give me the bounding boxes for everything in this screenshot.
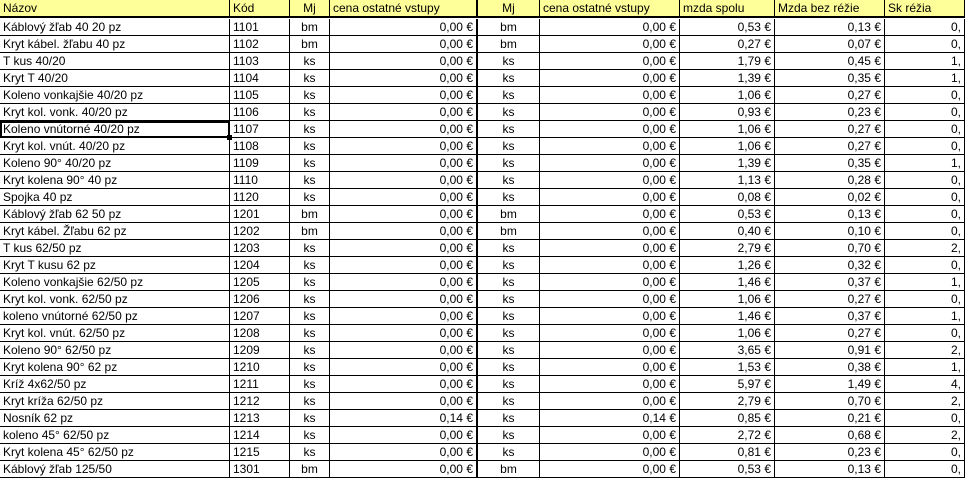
- cell-nazov[interactable]: Spojka 40 pz: [0, 189, 230, 206]
- cell-sk-rezia[interactable]: 0,: [885, 257, 965, 274]
- header-mj[interactable]: Mj: [290, 0, 330, 18]
- cell-sk-rezia[interactable]: 1,: [885, 155, 965, 172]
- table-row: [0, 87, 961, 104]
- table-row: [0, 274, 961, 291]
- cell-kod[interactable]: 1213: [230, 410, 290, 427]
- cell-sk-rezia[interactable]: 2,: [885, 342, 965, 359]
- cell-cena-ostatne-vstupy[interactable]: 0,00 €: [330, 138, 478, 155]
- cell-sk-rezia[interactable]: 0,: [885, 461, 965, 478]
- cell-sk-rezia[interactable]: 0,: [885, 444, 965, 461]
- cell-cena-ostatne-vstupy-2[interactable]: 0,00 €: [540, 240, 680, 257]
- cell-cena-ostatne-vstupy[interactable]: 0,14 €: [330, 410, 478, 427]
- table-row: [0, 121, 961, 138]
- header-cena-ostatne-vstupy[interactable]: cena ostatné vstupy: [330, 0, 478, 18]
- cell-mzda-bez-rezie[interactable]: 0,21 €: [775, 410, 885, 427]
- header-mzda-spolu[interactable]: mzda spolu: [680, 0, 775, 18]
- header-mzda-bez-rezie[interactable]: Mzda bez réžie: [775, 0, 885, 18]
- fill-handle[interactable]: [227, 135, 232, 140]
- cell-kod[interactable]: 1110: [230, 172, 290, 189]
- cell-mzda-bez-rezie[interactable]: 0,07 €: [775, 36, 885, 53]
- cell-cena-ostatne-vstupy[interactable]: 0,00 €: [330, 427, 478, 444]
- cell-mj-2[interactable]: ks: [478, 104, 540, 121]
- cell-kod[interactable]: 1105: [230, 87, 290, 104]
- cell-sk-rezia[interactable]: 0,: [885, 138, 965, 155]
- cell-mj-2[interactable]: ks: [478, 189, 540, 206]
- table-row: [0, 189, 961, 206]
- cell-mj-2[interactable]: ks: [478, 274, 540, 291]
- cell-mzda-bez-rezie[interactable]: 0,37 €: [775, 308, 885, 325]
- cell-cena-ostatne-vstupy-2[interactable]: 0,00 €: [540, 19, 680, 36]
- cell-kod[interactable]: 1109: [230, 155, 290, 172]
- cell-cena-ostatne-vstupy[interactable]: 0,00 €: [330, 359, 478, 376]
- cell-sk-rezia[interactable]: 2,: [885, 240, 965, 257]
- cell-nazov[interactable]: Koleno vnútorné 40/20 pz: [0, 121, 230, 138]
- table-row: [0, 461, 961, 478]
- cell-kod[interactable]: 1202: [230, 223, 290, 240]
- cell-nazov[interactable]: Koleno 90° 62/50 pz: [0, 342, 230, 359]
- cell-mj[interactable]: ks: [290, 274, 330, 291]
- cell-mzda-bez-rezie[interactable]: 0,02 €: [775, 189, 885, 206]
- cell-sk-rezia[interactable]: 0,: [885, 87, 965, 104]
- cell-mzda-spolu[interactable]: 1,06 €: [680, 121, 775, 138]
- cell-mj[interactable]: bm: [290, 19, 330, 36]
- table-row: [0, 104, 961, 121]
- cell-mj[interactable]: ks: [290, 87, 330, 104]
- cell-cena-ostatne-vstupy[interactable]: 0,00 €: [330, 325, 478, 342]
- cell-cena-ostatne-vstupy[interactable]: 0,00 €: [330, 257, 478, 274]
- cell-mj-2[interactable]: ks: [478, 172, 540, 189]
- cell-sk-rezia[interactable]: 1,: [885, 359, 965, 376]
- cell-mj-2[interactable]: ks: [478, 121, 540, 138]
- cell-cena-ostatne-vstupy-2[interactable]: 0,00 €: [540, 70, 680, 87]
- cell-mzda-spolu[interactable]: 1,26 €: [680, 257, 775, 274]
- cell-mj-2[interactable]: ks: [478, 240, 540, 257]
- cell-mzda-bez-rezie[interactable]: 0,27 €: [775, 291, 885, 308]
- cell-kod[interactable]: 1208: [230, 325, 290, 342]
- cell-mzda-spolu[interactable]: 2,79 €: [680, 240, 775, 257]
- cell-mzda-spolu[interactable]: 1,06 €: [680, 291, 775, 308]
- cell-mj-2[interactable]: bm: [478, 206, 540, 223]
- cell-nazov[interactable]: koleno 45° 62/50 pz: [0, 427, 230, 444]
- cell-nazov[interactable]: Koleno vonkajšie 62/50 pz: [0, 274, 230, 291]
- cell-nazov[interactable]: Kryt T 40/20: [0, 70, 230, 87]
- cell-kod[interactable]: 1211: [230, 376, 290, 393]
- cell-cena-ostatne-vstupy-2[interactable]: 0,00 €: [540, 376, 680, 393]
- cell-kod[interactable]: 1204: [230, 257, 290, 274]
- cell-mzda-spolu[interactable]: 1,46 €: [680, 274, 775, 291]
- cell-mj[interactable]: ks: [290, 291, 330, 308]
- cell-nazov[interactable]: Kryt kolena 90° 40 pz: [0, 172, 230, 189]
- cell-mzda-spolu[interactable]: 1,06 €: [680, 138, 775, 155]
- cell-mzda-bez-rezie[interactable]: 0,27 €: [775, 138, 885, 155]
- cell-mj[interactable]: bm: [290, 461, 330, 478]
- cell-sk-rezia[interactable]: 4,: [885, 376, 965, 393]
- cell-mzda-spolu[interactable]: 1,53 €: [680, 359, 775, 376]
- cell-mzda-bez-rezie[interactable]: 0,27 €: [775, 325, 885, 342]
- cell-mzda-spolu[interactable]: 0,08 €: [680, 189, 775, 206]
- cell-nazov[interactable]: Kryt kol. vonk. 40/20 pz: [0, 104, 230, 121]
- cell-kod[interactable]: 1203: [230, 240, 290, 257]
- cell-mzda-bez-rezie[interactable]: 0,27 €: [775, 87, 885, 104]
- cell-mj-2[interactable]: ks: [478, 427, 540, 444]
- cell-mzda-bez-rezie[interactable]: 0,38 €: [775, 359, 885, 376]
- cell-sk-rezia[interactable]: 0,: [885, 223, 965, 240]
- table-row: [0, 206, 961, 223]
- cell-nazov[interactable]: Káblový žľab 40 20 pz: [0, 19, 230, 36]
- cell-mzda-spolu[interactable]: 1,13 €: [680, 172, 775, 189]
- cell-mzda-bez-rezie[interactable]: 0,68 €: [775, 427, 885, 444]
- header-row: [0, 0, 955, 17]
- cell-mj[interactable]: ks: [290, 359, 330, 376]
- cell-cena-ostatne-vstupy[interactable]: 0,00 €: [330, 206, 478, 223]
- cell-mj-2[interactable]: ks: [478, 138, 540, 155]
- table-row: [0, 393, 961, 410]
- cell-mzda-bez-rezie[interactable]: 0,23 €: [775, 444, 885, 461]
- table-row: [0, 172, 961, 189]
- cell-sk-rezia[interactable]: 1,: [885, 274, 965, 291]
- cell-cena-ostatne-vstupy[interactable]: 0,00 €: [330, 342, 478, 359]
- cell-mzda-spolu[interactable]: 1,46 €: [680, 308, 775, 325]
- cell-cena-ostatne-vstupy[interactable]: 0,00 €: [330, 308, 478, 325]
- table-row: [0, 325, 961, 342]
- cell-cena-ostatne-vstupy[interactable]: 0,00 €: [330, 155, 478, 172]
- header-sk-rezia[interactable]: Sk réžia: [885, 0, 965, 18]
- cell-mzda-bez-rezie[interactable]: 0,27 €: [775, 121, 885, 138]
- table-row: [0, 53, 961, 70]
- cell-mj-2[interactable]: ks: [478, 444, 540, 461]
- cell-mj[interactable]: ks: [290, 240, 330, 257]
- cell-cena-ostatne-vstupy-2[interactable]: 0,00 €: [540, 104, 680, 121]
- cell-mzda-spolu[interactable]: 0,93 €: [680, 104, 775, 121]
- cell-mj-2[interactable]: ks: [478, 308, 540, 325]
- cell-mzda-bez-rezie[interactable]: 0,13 €: [775, 206, 885, 223]
- cell-mzda-bez-rezie[interactable]: 1,49 €: [775, 376, 885, 393]
- cell-mj-2[interactable]: bm: [478, 19, 540, 36]
- cell-mj-2[interactable]: ks: [478, 155, 540, 172]
- cell-mzda-spolu[interactable]: 0,81 €: [680, 444, 775, 461]
- table-row: [0, 155, 961, 172]
- cell-nazov[interactable]: Kryt kábel. žľabu 40 pz: [0, 36, 230, 53]
- table-row: [0, 308, 961, 325]
- table-row: [0, 257, 961, 274]
- table-row: [0, 240, 961, 257]
- cell-mj-2[interactable]: ks: [478, 342, 540, 359]
- cell-mj[interactable]: ks: [290, 172, 330, 189]
- cell-sk-rezia[interactable]: 0,: [885, 325, 965, 342]
- cell-sk-rezia[interactable]: 0,: [885, 36, 965, 53]
- cell-mzda-spolu[interactable]: 1,06 €: [680, 87, 775, 104]
- cell-sk-rezia[interactable]: 1,: [885, 308, 965, 325]
- cell-cena-ostatne-vstupy-2[interactable]: 0,00 €: [540, 427, 680, 444]
- cell-cena-ostatne-vstupy-2[interactable]: 0,00 €: [540, 155, 680, 172]
- cell-mj[interactable]: ks: [290, 410, 330, 427]
- cell-mj[interactable]: ks: [290, 393, 330, 410]
- cell-cena-ostatne-vstupy-2[interactable]: 0,00 €: [540, 121, 680, 138]
- cell-nazov[interactable]: Kryt kol. vnút. 40/20 pz: [0, 138, 230, 155]
- cell-mzda-spolu[interactable]: 1,06 €: [680, 325, 775, 342]
- cell-cena-ostatne-vstupy[interactable]: 0,00 €: [330, 36, 478, 53]
- table-row: [0, 223, 961, 240]
- cell-cena-ostatne-vstupy[interactable]: 0,00 €: [330, 87, 478, 104]
- cell-mj[interactable]: ks: [290, 70, 330, 87]
- cell-mj[interactable]: ks: [290, 155, 330, 172]
- cell-mj[interactable]: ks: [290, 104, 330, 121]
- cell-kod[interactable]: 1212: [230, 393, 290, 410]
- cell-nazov[interactable]: Kryt kábel. Žľabu 62 pz: [0, 223, 230, 240]
- cell-nazov[interactable]: T kus 40/20: [0, 53, 230, 70]
- cell-mj-2[interactable]: ks: [478, 376, 540, 393]
- cell-cena-ostatne-vstupy-2[interactable]: 0,00 €: [540, 53, 680, 70]
- cell-sk-rezia[interactable]: 1,: [885, 70, 965, 87]
- cell-mj-2[interactable]: bm: [478, 36, 540, 53]
- cell-cena-ostatne-vstupy-2[interactable]: 0,00 €: [540, 223, 680, 240]
- cell-mj[interactable]: bm: [290, 223, 330, 240]
- cell-mzda-spolu[interactable]: 1,39 €: [680, 70, 775, 87]
- cell-mj[interactable]: ks: [290, 257, 330, 274]
- cell-mzda-spolu[interactable]: 3,65 €: [680, 342, 775, 359]
- cell-mj-2[interactable]: ks: [478, 359, 540, 376]
- cell-mzda-bez-rezie[interactable]: 0,35 €: [775, 70, 885, 87]
- table-row: [0, 19, 961, 36]
- cell-cena-ostatne-vstupy[interactable]: 0,00 €: [330, 393, 478, 410]
- cell-mj[interactable]: bm: [290, 36, 330, 53]
- cell-kod[interactable]: 1206: [230, 291, 290, 308]
- cell-kod[interactable]: 1209: [230, 342, 290, 359]
- cell-nazov[interactable]: Kryt kol. vnút. 62/50 pz: [0, 325, 230, 342]
- cell-mj[interactable]: ks: [290, 308, 330, 325]
- cell-mj[interactable]: ks: [290, 189, 330, 206]
- cell-mzda-spolu[interactable]: 0,85 €: [680, 410, 775, 427]
- cell-nazov[interactable]: Kryt kolena 45° 62/50 pz: [0, 444, 230, 461]
- cell-mzda-bez-rezie[interactable]: 0,13 €: [775, 19, 885, 36]
- cell-sk-rezia[interactable]: 2,: [885, 427, 965, 444]
- cell-cena-ostatne-vstupy[interactable]: 0,00 €: [330, 19, 478, 36]
- cell-mj[interactable]: ks: [290, 325, 330, 342]
- cell-mzda-spolu[interactable]: 0,40 €: [680, 223, 775, 240]
- cell-sk-rezia[interactable]: 0,: [885, 189, 965, 206]
- cell-cena-ostatne-vstupy[interactable]: 0,00 €: [330, 53, 478, 70]
- cell-mzda-bez-rezie[interactable]: 0,10 €: [775, 223, 885, 240]
- cell-mzda-bez-rezie[interactable]: 0,32 €: [775, 257, 885, 274]
- cell-nazov[interactable]: koleno vnútorné 62/50 pz: [0, 308, 230, 325]
- table-row: [0, 138, 961, 155]
- cell-cena-ostatne-vstupy-2[interactable]: 0,00 €: [540, 36, 680, 53]
- table-row: [0, 444, 961, 461]
- table-row: [0, 376, 961, 393]
- cell-kod[interactable]: 1205: [230, 274, 290, 291]
- cell-nazov[interactable]: Kríž 4x62/50 pz: [0, 376, 230, 393]
- cell-mj-2[interactable]: ks: [478, 291, 540, 308]
- cell-mzda-spolu[interactable]: 0,53 €: [680, 206, 775, 223]
- cell-mj[interactable]: bm: [290, 206, 330, 223]
- cell-nazov[interactable]: Káblový žľab 62 50 pz: [0, 206, 230, 223]
- cell-sk-rezia[interactable]: 2,: [885, 393, 965, 410]
- cell-mzda-spolu[interactable]: 0,53 €: [680, 19, 775, 36]
- cell-mj-2[interactable]: bm: [478, 223, 540, 240]
- cell-kod[interactable]: 1215: [230, 444, 290, 461]
- cell-sk-rezia[interactable]: 0,: [885, 410, 965, 427]
- cell-cena-ostatne-vstupy-2[interactable]: 0,00 €: [540, 308, 680, 325]
- cell-cena-ostatne-vstupy[interactable]: 0,00 €: [330, 274, 478, 291]
- cell-cena-ostatne-vstupy[interactable]: 0,00 €: [330, 461, 478, 478]
- cell-sk-rezia[interactable]: 0,: [885, 19, 965, 36]
- cell-mzda-spolu[interactable]: 0,53 €: [680, 461, 775, 478]
- header-nazov[interactable]: Názov: [0, 0, 230, 18]
- table-row: [0, 342, 961, 359]
- cell-mzda-bez-rezie[interactable]: 0,45 €: [775, 53, 885, 70]
- cell-cena-ostatne-vstupy-2[interactable]: 0,00 €: [540, 444, 680, 461]
- table-row: [0, 36, 961, 53]
- cell-nazov[interactable]: Kryt kolena 90° 62 pz: [0, 359, 230, 376]
- cell-kod[interactable]: 1207: [230, 308, 290, 325]
- cell-cena-ostatne-vstupy-2[interactable]: 0,00 €: [540, 461, 680, 478]
- cell-nazov[interactable]: Kryt kol. vonk. 62/50 pz: [0, 291, 230, 308]
- cell-sk-rezia[interactable]: 0,: [885, 291, 965, 308]
- cell-sk-rezia[interactable]: 0,: [885, 206, 965, 223]
- cell-mzda-spolu[interactable]: 2,79 €: [680, 393, 775, 410]
- cell-cena-ostatne-vstupy[interactable]: 0,00 €: [330, 444, 478, 461]
- cell-kod[interactable]: 1301: [230, 461, 290, 478]
- cell-mj-2[interactable]: ks: [478, 70, 540, 87]
- cell-nazov[interactable]: Káblový žľab 125/50: [0, 461, 230, 478]
- cell-nazov[interactable]: Koleno 90° 40/20 pz: [0, 155, 230, 172]
- cell-mj-2[interactable]: ks: [478, 410, 540, 427]
- cell-cena-ostatne-vstupy-2[interactable]: 0,00 €: [540, 87, 680, 104]
- cell-nazov[interactable]: Nosník 62 pz: [0, 410, 230, 427]
- table-row: [0, 427, 961, 444]
- cell-mzda-spolu[interactable]: 0,27 €: [680, 36, 775, 53]
- cell-kod[interactable]: 1210: [230, 359, 290, 376]
- cell-mj[interactable]: ks: [290, 444, 330, 461]
- cell-mzda-bez-rezie[interactable]: 0,70 €: [775, 393, 885, 410]
- cell-cena-ostatne-vstupy[interactable]: 0,00 €: [330, 223, 478, 240]
- cell-cena-ostatne-vstupy-2[interactable]: 0,00 €: [540, 359, 680, 376]
- cell-mzda-bez-rezie[interactable]: 0,37 €: [775, 274, 885, 291]
- cell-cena-ostatne-vstupy[interactable]: 0,00 €: [330, 376, 478, 393]
- cell-mzda-bez-rezie[interactable]: 0,91 €: [775, 342, 885, 359]
- cell-mzda-spolu[interactable]: 5,97 €: [680, 376, 775, 393]
- cell-kod[interactable]: 1106: [230, 104, 290, 121]
- cell-cena-ostatne-vstupy-2[interactable]: 0,00 €: [540, 393, 680, 410]
- cell-cena-ostatne-vstupy-2[interactable]: 0,00 €: [540, 342, 680, 359]
- cell-mzda-bez-rezie[interactable]: 0,28 €: [775, 172, 885, 189]
- cell-cena-ostatne-vstupy[interactable]: 0,00 €: [330, 104, 478, 121]
- cell-mj[interactable]: ks: [290, 376, 330, 393]
- cell-sk-rezia[interactable]: 0,: [885, 172, 965, 189]
- cell-kod[interactable]: 1120: [230, 189, 290, 206]
- cell-mj[interactable]: ks: [290, 138, 330, 155]
- cell-kod[interactable]: 1103: [230, 53, 290, 70]
- cell-kod[interactable]: 1214: [230, 427, 290, 444]
- cell-mzda-bez-rezie[interactable]: 0,35 €: [775, 155, 885, 172]
- cell-kod[interactable]: 1108: [230, 138, 290, 155]
- cell-kod[interactable]: 1107: [230, 121, 290, 138]
- table-row: [0, 359, 961, 376]
- cell-cena-ostatne-vstupy[interactable]: 0,00 €: [330, 189, 478, 206]
- table-row: [0, 291, 961, 308]
- cell-mzda-spolu[interactable]: 1,79 €: [680, 53, 775, 70]
- cell-cena-ostatne-vstupy[interactable]: 0,00 €: [330, 70, 478, 87]
- table-row: [0, 410, 961, 427]
- cell-mzda-bez-rezie[interactable]: 0,70 €: [775, 240, 885, 257]
- cell-kod[interactable]: 1102: [230, 36, 290, 53]
- cell-cena-ostatne-vstupy-2[interactable]: 0,00 €: [540, 325, 680, 342]
- cell-cena-ostatne-vstupy-2[interactable]: 0,00 €: [540, 189, 680, 206]
- header-kod[interactable]: Kód: [230, 0, 290, 18]
- cell-nazov[interactable]: Kryt T kusu 62 pz: [0, 257, 230, 274]
- cell-mj-2[interactable]: bm: [478, 461, 540, 478]
- cell-cena-ostatne-vstupy[interactable]: 0,00 €: [330, 121, 478, 138]
- header-mj-2[interactable]: Mj: [478, 0, 540, 18]
- cell-sk-rezia[interactable]: 0,: [885, 104, 965, 121]
- table-row: [0, 70, 961, 87]
- cell-mzda-bez-rezie[interactable]: 0,13 €: [775, 461, 885, 478]
- cell-nazov[interactable]: Koleno vonkajšie 40/20 pz: [0, 87, 230, 104]
- cell-cena-ostatne-vstupy[interactable]: 0,00 €: [330, 291, 478, 308]
- cell-cena-ostatne-vstupy-2[interactable]: 0,00 €: [540, 291, 680, 308]
- cell-sk-rezia[interactable]: 0,: [885, 121, 965, 138]
- cell-mj[interactable]: ks: [290, 427, 330, 444]
- cell-mj-2[interactable]: ks: [478, 53, 540, 70]
- cell-mj[interactable]: ks: [290, 53, 330, 70]
- cell-cena-ostatne-vstupy[interactable]: 0,00 €: [330, 172, 478, 189]
- cell-kod[interactable]: 1201: [230, 206, 290, 223]
- cell-cena-ostatne-vstupy-2[interactable]: 0,00 €: [540, 138, 680, 155]
- cell-mzda-spolu[interactable]: 1,39 €: [680, 155, 775, 172]
- cell-kod[interactable]: 1104: [230, 70, 290, 87]
- cell-cena-ostatne-vstupy-2[interactable]: 0,00 €: [540, 274, 680, 291]
- cell-sk-rezia[interactable]: 1,: [885, 53, 965, 70]
- cell-cena-ostatne-vstupy-2[interactable]: 0,00 €: [540, 206, 680, 223]
- cell-nazov[interactable]: T kus 62/50 pz: [0, 240, 230, 257]
- cell-mj[interactable]: ks: [290, 121, 330, 138]
- cell-cena-ostatne-vstupy-2[interactable]: 0,14 €: [540, 410, 680, 427]
- cell-cena-ostatne-vstupy-2[interactable]: 0,00 €: [540, 172, 680, 189]
- cell-mj-2[interactable]: ks: [478, 325, 540, 342]
- cell-mzda-spolu[interactable]: 2,72 €: [680, 427, 775, 444]
- cell-cena-ostatne-vstupy[interactable]: 0,00 €: [330, 240, 478, 257]
- cell-nazov[interactable]: Kryt kríža 62/50 pz: [0, 393, 230, 410]
- header-cena-ostatne-vstupy-2[interactable]: cena ostatné vstupy: [540, 0, 680, 18]
- cell-mj-2[interactable]: ks: [478, 393, 540, 410]
- cell-mzda-bez-rezie[interactable]: 0,23 €: [775, 104, 885, 121]
- cell-kod[interactable]: 1101: [230, 19, 290, 36]
- cell-mj-2[interactable]: ks: [478, 87, 540, 104]
- cell-mj-2[interactable]: ks: [478, 257, 540, 274]
- cell-cena-ostatne-vstupy-2[interactable]: 0,00 €: [540, 257, 680, 274]
- cell-mj[interactable]: ks: [290, 342, 330, 359]
